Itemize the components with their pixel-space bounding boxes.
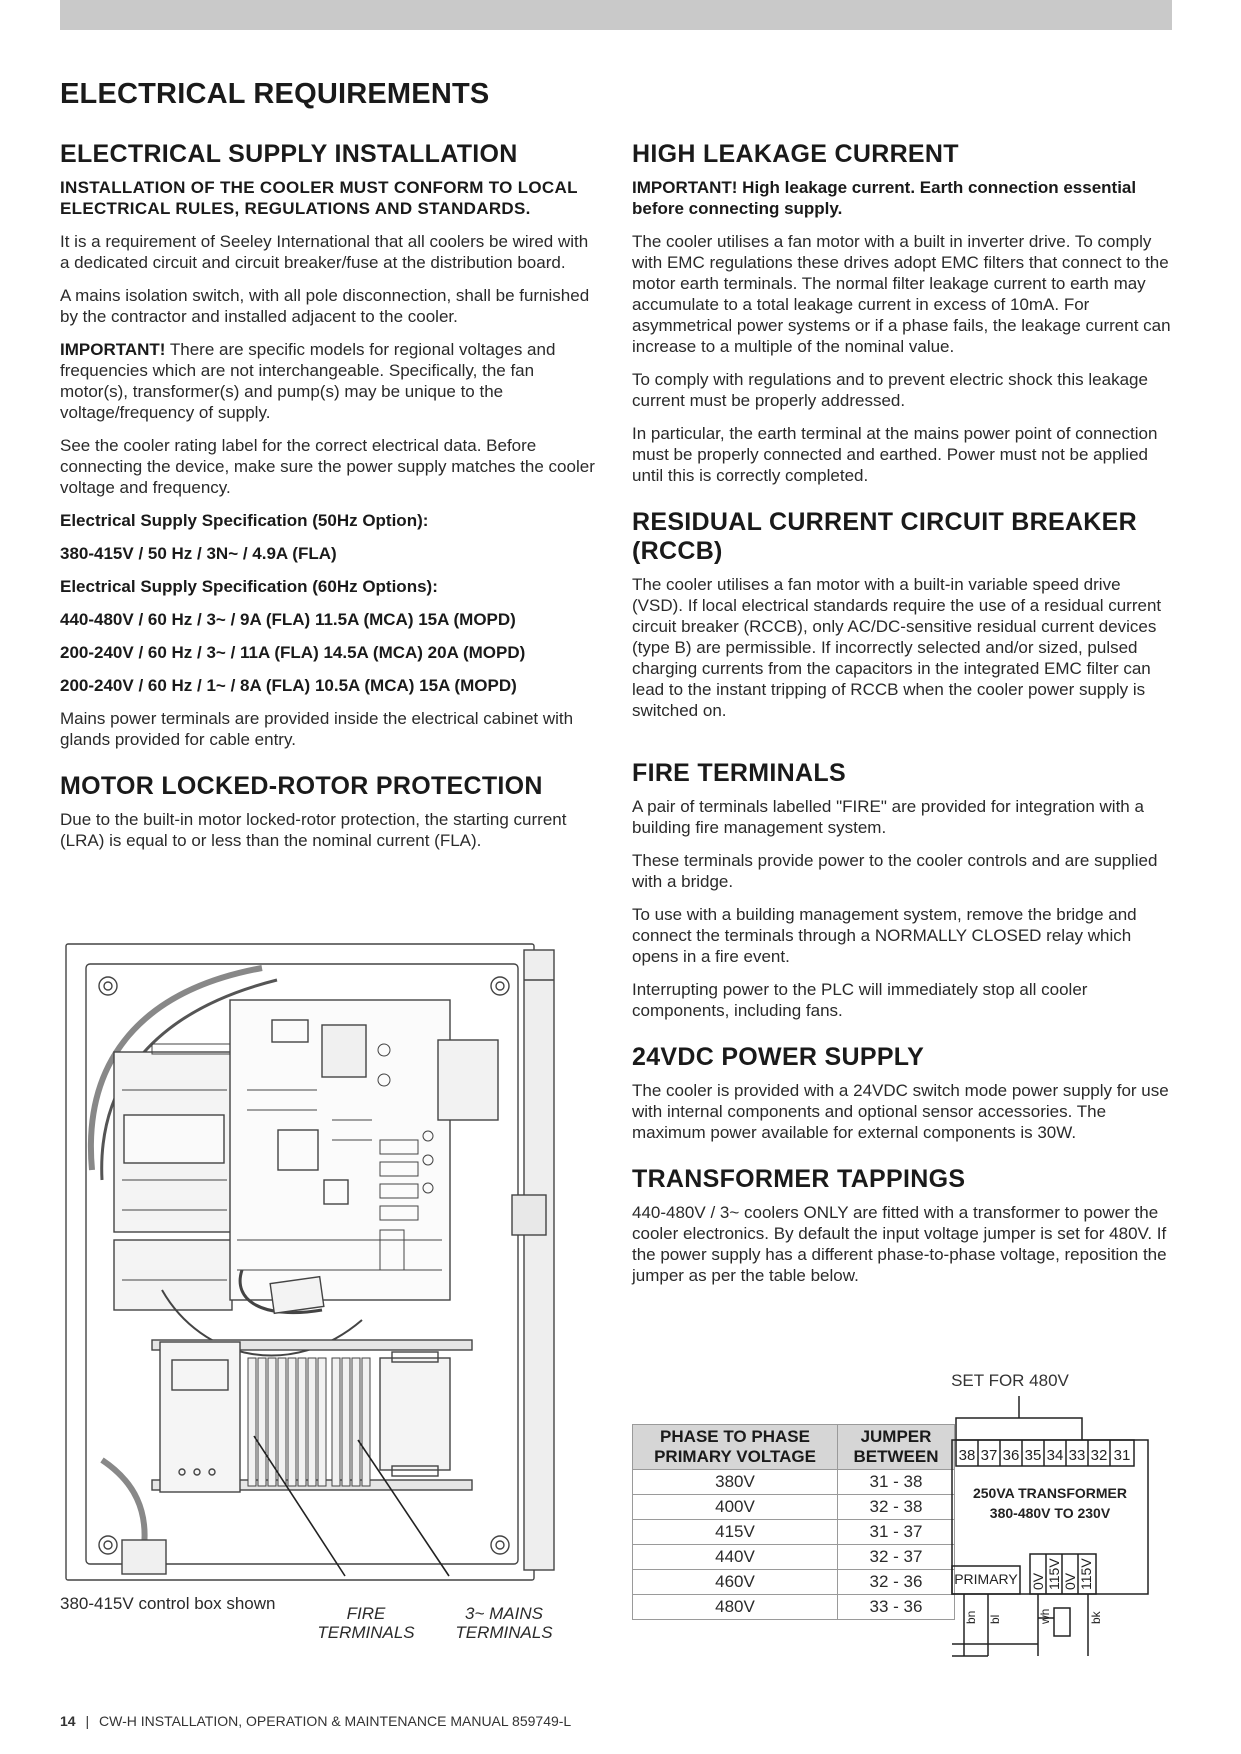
page-number: 14 xyxy=(60,1713,76,1729)
footer-separator: | xyxy=(85,1713,90,1729)
cell-voltage: 415V xyxy=(633,1520,838,1545)
header-bar xyxy=(60,0,1172,30)
secondary-tap: 0V xyxy=(1030,1572,1046,1590)
cell-jumper: 33 - 36 xyxy=(838,1595,955,1620)
spec-50hz-1: 380-415V / 50 Hz / 3N~ / 4.9A (FLA) xyxy=(60,544,337,563)
important-label: IMPORTANT! xyxy=(60,340,166,359)
page-footer xyxy=(60,1713,571,1729)
jumper-table-header xyxy=(633,1425,955,1470)
psu-heading: 24VDC POWER SUPPLY xyxy=(632,1043,925,1071)
spec-60hz-1: 440-480V / 60 Hz / 3~ / 9A (FLA) 11.5A (MCA) 15A (MOPD) xyxy=(60,610,516,629)
tap-label: 35 xyxy=(1024,1447,1042,1464)
cell-voltage: 380V xyxy=(633,1470,838,1495)
fire-paragraph-3: To use with a building management system, remove the bridge and connect the terminals through a NORMALLY CLOSED relay which opens in a fire event. xyxy=(632,905,1137,966)
important-text: There are specific models for regional voltages and frequencies which are not interchangeable. Specifically, the fan motor(s), transformer(s) and pump(s) may be unique to the voltage/frequency of supply. xyxy=(60,340,556,422)
fire-heading: FIRE TERMINALS xyxy=(632,759,846,787)
spec-60hz-label: Electrical Supply Specification (60Hz Options): xyxy=(60,577,438,596)
tap-label: 37 xyxy=(980,1447,998,1464)
leakage-paragraph-1: The cooler utilises a fan motor with a built in inverter drive. To comply with EMC regulations these drives adopt EMC filters that connect to the motor earth terminals. The normal filter leakage current to earth may accumulate to a total leakage current in excess of 10mA. For asymmetrical power systems or if a phase fails, the leakage current can increase to a multiple of the nominal value. xyxy=(632,232,1171,356)
footer-text: CW-H INSTALLATION, OPERATION & MAINTENANCE MANUAL 859749-L xyxy=(99,1713,572,1729)
mains-callout-line-1: 3~ MAINS xyxy=(465,1604,543,1623)
leakage-paragraph-2: To comply with regulations and to prevent electric shock this leakage current must be properly addressed. xyxy=(632,370,1148,410)
motor-heading: MOTOR LOCKED-ROTOR PROTECTION xyxy=(60,772,543,800)
cell-jumper: 31 - 38 xyxy=(838,1470,955,1495)
leakage-heading: HIGH LEAKAGE CURRENT xyxy=(632,140,959,168)
leakage-notice: IMPORTANT! High leakage current. Earth connection essential before connecting supply. xyxy=(632,178,1137,218)
supply-heading: ELECTRICAL SUPPLY INSTALLATION xyxy=(60,140,518,168)
motor-paragraph-1: Due to the built-in motor locked-rotor protection, the starting current (LRA) is equal to or less than the nominal current (FLA). xyxy=(60,810,567,850)
fire-callout-line-2: TERMINALS xyxy=(317,1623,415,1642)
fire-paragraph-1: A pair of terminals labelled "FIRE" are provided for integration with a building fire management system. xyxy=(632,797,1144,837)
wire-label: bn xyxy=(964,1610,978,1624)
secondary-tap: 115V xyxy=(1046,1558,1062,1590)
supply-paragraph-3 xyxy=(60,339,600,423)
supply-notice: INSTALLATION OF THE COOLER MUST CONFORM TO LOCAL ELECTRICAL RULES, REGULATIONS AND STANDARDS. xyxy=(60,178,578,218)
page-title: ELECTRICAL REQUIREMENTS xyxy=(60,78,490,110)
supply-paragraph-5: Mains power terminals are provided inside the electrical cabinet with glands provided for cable entry. xyxy=(60,709,574,749)
primary-label: PRIMARY xyxy=(954,1571,1018,1587)
cell-jumper: 32 - 36 xyxy=(838,1570,955,1595)
table-row xyxy=(633,1595,955,1620)
transformer-name-2: 380-480V TO 230V xyxy=(989,1505,1111,1521)
table-row xyxy=(633,1545,955,1570)
header-voltage: PHASE TO PHASE PRIMARY VOLTAGE xyxy=(633,1425,838,1470)
fire-callout-line-1: FIRE xyxy=(346,1604,386,1623)
table-row xyxy=(633,1470,955,1495)
tap-label: 34 xyxy=(1046,1447,1064,1464)
jumper-table xyxy=(632,1424,955,1620)
psu-paragraph-1: The cooler is provided with a 24VDC switch mode power supply for use with internal components and optional sensor accessories. The maximum power available for external components is 30W. xyxy=(632,1081,1169,1142)
mains-terminals-callout xyxy=(444,1604,564,1642)
tap-label: 38 xyxy=(958,1447,976,1464)
mains-callout-line-2: TERMINALS xyxy=(455,1623,553,1642)
figure-caption: 380-415V control box shown xyxy=(60,1594,276,1613)
left-column xyxy=(60,140,600,863)
cell-voltage: 400V xyxy=(633,1495,838,1520)
cell-voltage: 440V xyxy=(633,1545,838,1570)
control-box-illustration xyxy=(62,940,598,1588)
wire-labels xyxy=(964,1609,1103,1625)
cell-voltage: 460V xyxy=(633,1570,838,1595)
secondary-tap: 115V xyxy=(1078,1558,1094,1590)
header-jumper: JUMPER BETWEEN xyxy=(838,1425,955,1470)
fire-terminals-callout xyxy=(306,1604,426,1642)
fire-paragraph-4: Interrupting power to the PLC will immediately stop all cooler components, including fans. xyxy=(632,980,1088,1020)
wire-label: bl xyxy=(988,1614,1002,1624)
table-row xyxy=(633,1495,955,1520)
cell-voltage: 480V xyxy=(633,1595,838,1620)
rccb-heading: RESIDUAL CURRENT CIRCUIT BREAKER (RCCB) xyxy=(632,508,1137,565)
supply-paragraph-2: A mains isolation switch, with all pole disconnection, shall be furnished by the contractor and installed adjacent to the cooler. xyxy=(60,286,590,326)
wire-label: bk xyxy=(1089,1611,1103,1624)
spec-60hz-2: 200-240V / 60 Hz / 3~ / 11A (FLA) 14.5A (MCA) 20A (MOPD) xyxy=(60,643,526,662)
transformer-diagram xyxy=(950,1368,1150,1678)
rccb-paragraph-1: The cooler utilises a fan motor with a built-in variable speed drive (VSD). If local electrical standards require the use of a residual current circuit breaker (RCCB), only AC/DC-sensitive residual current devices (type B) are permissible. If incorrectly selected and/or sized, pulsed charging currents from the capacitors in the integrated EMC filter can lead to the instant tripping of RCCB when the cooler power supply is switched on. xyxy=(632,575,1162,720)
tap-label: 33 xyxy=(1068,1447,1086,1464)
spec-50hz-label: Electrical Supply Specification (50Hz Option): xyxy=(60,511,429,530)
wire-label: wh xyxy=(1038,1608,1052,1624)
supply-paragraph-1: It is a requirement of Seeley International that all coolers be wired with a dedicated circuit and circuit breaker/fuse at the distribution board. xyxy=(60,232,589,272)
table-row xyxy=(633,1570,955,1595)
secondary-tap: 0V xyxy=(1062,1572,1078,1590)
tap-label: 32 xyxy=(1090,1447,1108,1464)
spec-60hz-3: 200-240V / 60 Hz / 1~ / 8A (FLA) 10.5A (MCA) 15A (MOPD) xyxy=(60,676,517,695)
transformer-heading: TRANSFORMER TAPPINGS xyxy=(632,1165,966,1193)
supply-paragraph-4: See the cooler rating label for the correct electrical data. Before connecting the device, make sure the power supply matches the cooler voltage and frequency. xyxy=(60,436,595,497)
fire-paragraph-2: These terminals provide power to the cooler controls and are supplied with a bridge. xyxy=(632,851,1158,891)
cell-jumper: 32 - 37 xyxy=(838,1545,955,1570)
tap-label: 31 xyxy=(1113,1447,1131,1464)
table-row xyxy=(633,1520,955,1545)
right-column xyxy=(632,140,1172,1298)
transformer-name-1: 250VA TRANSFORMER xyxy=(972,1485,1128,1501)
tap-label: 36 xyxy=(1002,1447,1020,1464)
set-for-label: SET FOR 480V xyxy=(951,1371,1069,1390)
cell-jumper: 31 - 37 xyxy=(838,1520,955,1545)
leakage-paragraph-3: In particular, the earth terminal at the mains power point of connection must be properly connected and earthed. Power must not be applied until this is correctly completed. xyxy=(632,424,1158,485)
transformer-paragraph-1: 440-480V / 3~ coolers ONLY are fitted with a transformer to power the cooler electronics. By default the input voltage jumper is set for 480V. If the power supply has a different phase-to-phase voltage, reposition the jumper as per the table below. xyxy=(632,1203,1167,1285)
cell-jumper: 32 - 38 xyxy=(838,1495,955,1520)
